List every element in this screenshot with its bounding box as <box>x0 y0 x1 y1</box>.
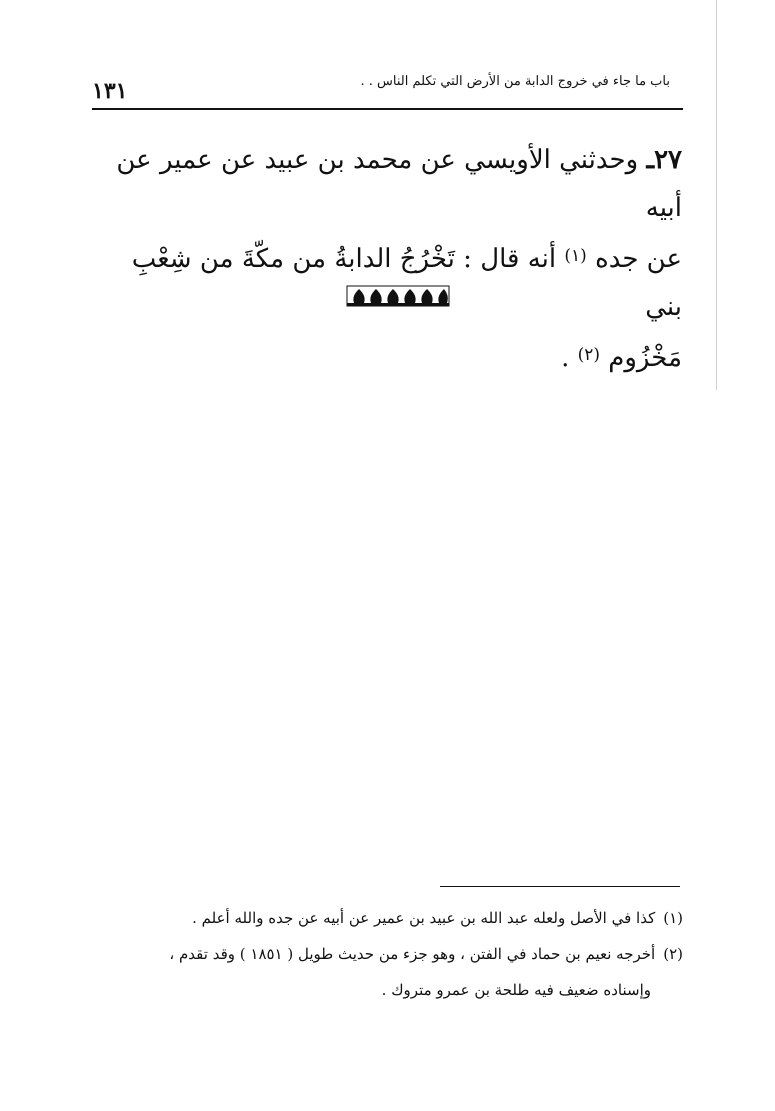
hadith-line-2a: عن جده <box>595 244 682 274</box>
hadith-line-3 <box>88 331 682 382</box>
hadith-number: ٢٧ـ <box>646 145 682 175</box>
hadith-line-1 <box>88 136 682 232</box>
running-title: باب ما جاء في خروج الدابة من الأرض التي تكلم الناس . . <box>360 74 670 89</box>
page-edge-line <box>716 0 717 390</box>
footnote-2 <box>100 936 683 972</box>
footnote-reference-2: (٢) <box>577 345 601 365</box>
footnote-2-text: أخرجه نعيم بن حماد في الفتن ، وهو جزء من حديث طويل ( ١٨٥١ ) وقد تقدم ، <box>169 945 656 963</box>
footnote-1-mark: (١) <box>663 909 683 927</box>
header-rule <box>92 108 683 110</box>
page-number: ١٣١ <box>92 78 128 104</box>
hadith-line-2 <box>88 232 682 331</box>
hadith-line-3b: . <box>561 343 570 373</box>
hadith-text <box>88 136 682 382</box>
footnote-1 <box>100 900 683 936</box>
hadith-line-1-text: وحدثني الأويسي عن محمد بن عبيد عن عمير عن أبيه <box>116 145 682 223</box>
page-header <box>90 62 682 110</box>
footnote-2-text-cont: وإسناده ضعيف فيه طلحة بن عمرو متروك . <box>381 981 651 999</box>
footnote-reference-1: (١) <box>564 246 587 266</box>
footnote-2-mark: (٢) <box>663 945 683 963</box>
footnotes <box>100 900 683 1008</box>
footnote-1-text: كذا في الأصل ولعله عبد الله بن عبيد بن عمير عن أبيه عن جده والله أعلم . <box>192 909 656 927</box>
decorative-ornament <box>346 285 450 307</box>
hadith-line-3a: مَخْزُوم <box>608 343 682 373</box>
footnote-separator <box>440 886 680 887</box>
hadith-line-2b: أنه قال : تَخْرُجُ الدابةُ من مكّةَ من شِعْبِ بني <box>131 244 682 322</box>
footnote-2-continuation <box>100 972 683 1008</box>
